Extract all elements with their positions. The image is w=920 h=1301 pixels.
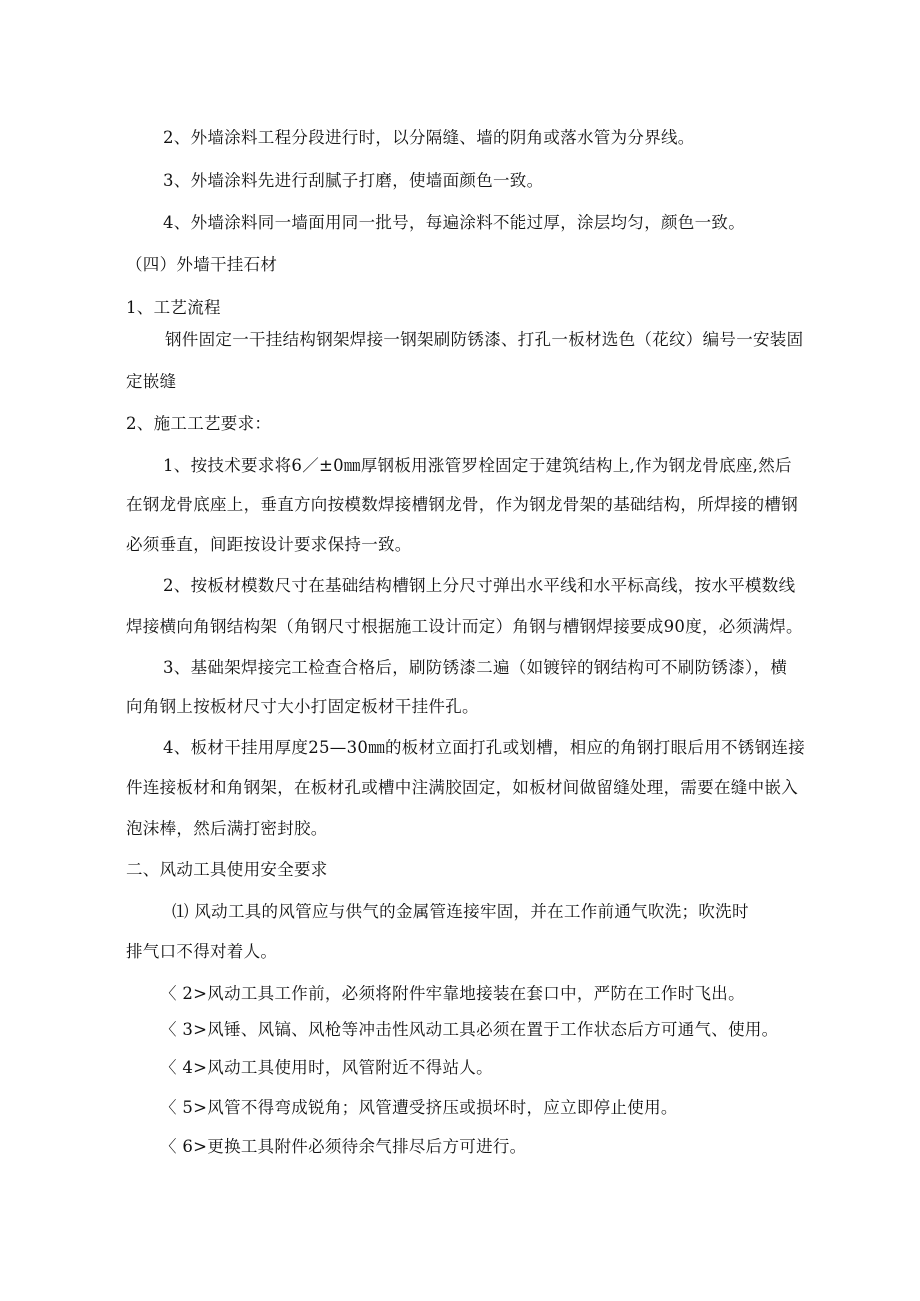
requirement-1-line-3: 必须垂直，间距按设计要求保持一致。 — [126, 535, 412, 554]
requirement-3-line-2: 向角钢上按板材尺寸大小打固定板材干挂件孔。 — [126, 697, 479, 716]
pneumatic-item-1-line-1: ⑴ 风动工具的风管应与供气的金属管连接牢固，并在工作前通气吹洗；吹洗时 — [172, 902, 749, 921]
requirements-heading: 2、施工工艺要求： — [126, 414, 272, 433]
pneumatic-item-5: 〈 5>风管不得弯成锐角；风管遭受挤压或损坏时，应立即停止使用。 — [160, 1098, 678, 1117]
requirement-4-line-2: 件连接板材和角钢架，在板材孔或槽中注满胶固定，如板材间做留缝处理，需要在缝中嵌入 — [126, 778, 798, 797]
requirement-1-line-1: 1、按技术要求将6／±0㎜厚钢板用涨管罗栓固定于建筑结构上,作为钢龙骨底座,然后 — [163, 456, 792, 475]
section-pneumatic-heading: 二、风动工具使用安全要求 — [126, 860, 328, 879]
requirement-4-line-3: 泡沫棒，然后满打密封胶。 — [126, 819, 328, 838]
paint-item-4: 4、外墙涂料同一墙面用同一批号，每遍涂料不能过厚，涂层均匀，颜色一致。 — [163, 213, 745, 232]
requirement-2-line-1: 2、按板材模数尺寸在基础结构槽钢上分尺寸弹出水平线和水平标高线，按水平模数线 — [163, 576, 796, 595]
paint-item-3: 3、外墙涂料先进行刮腻子打磨，使墙面颜色一致。 — [163, 171, 544, 190]
process-text-line-1: 钢件固定一干挂结构钢架焊接一钢架刷防锈漆、打孔一板材选色（花纹）编号一安装固 — [165, 330, 804, 349]
pneumatic-item-1-line-2: 排气口不得对着人。 — [126, 942, 278, 961]
process-heading: 1、工艺流程 — [126, 298, 221, 317]
pneumatic-item-2: 〈 2>风动工具工作前，必须将附件牢靠地接装在套口中，严防在工作时飞出。 — [160, 984, 745, 1003]
section-stone-heading: （四）外墙干挂石材 — [126, 255, 278, 274]
pneumatic-item-4: 〈 4>风动工具使用时，风管附近不得站人。 — [160, 1058, 493, 1077]
requirement-4-line-1: 4、板材干挂用厚度25—30㎜的板材立面打孔或划槽，相应的角钢打眼后用不锈钢连接 — [163, 738, 805, 757]
pneumatic-item-3: 〈 3>风锤、风镐、风枪等冲击性风动工具必须在置于工作状态后方可通气、使用。 — [160, 1020, 779, 1039]
requirement-1-line-2: 在钢龙骨底座上，垂直方向按模数焊接槽钢龙骨，作为钢龙骨架的基础结构，所焊接的槽钢 — [126, 495, 798, 514]
paint-item-2: 2、外墙涂料工程分段进行时，以分隔缝、墙的阴角或落水管为分界线。 — [163, 128, 695, 147]
process-text-line-2: 定嵌缝 — [126, 372, 177, 391]
requirement-2-line-2: 焊接横向角钢结构架（角钢尺寸根据施工设计而定）角钢与槽钢焊接要成90度，必须满焊。 — [126, 617, 803, 636]
pneumatic-item-6: 〈 6>更换工具附件必须待余气排尽后方可进行。 — [160, 1137, 527, 1156]
requirement-3-line-1: 3、基础架焊接完工检查合格后，刷防锈漆二遍（如镀锌的钢结构可不刷防锈漆），横 — [163, 658, 788, 677]
